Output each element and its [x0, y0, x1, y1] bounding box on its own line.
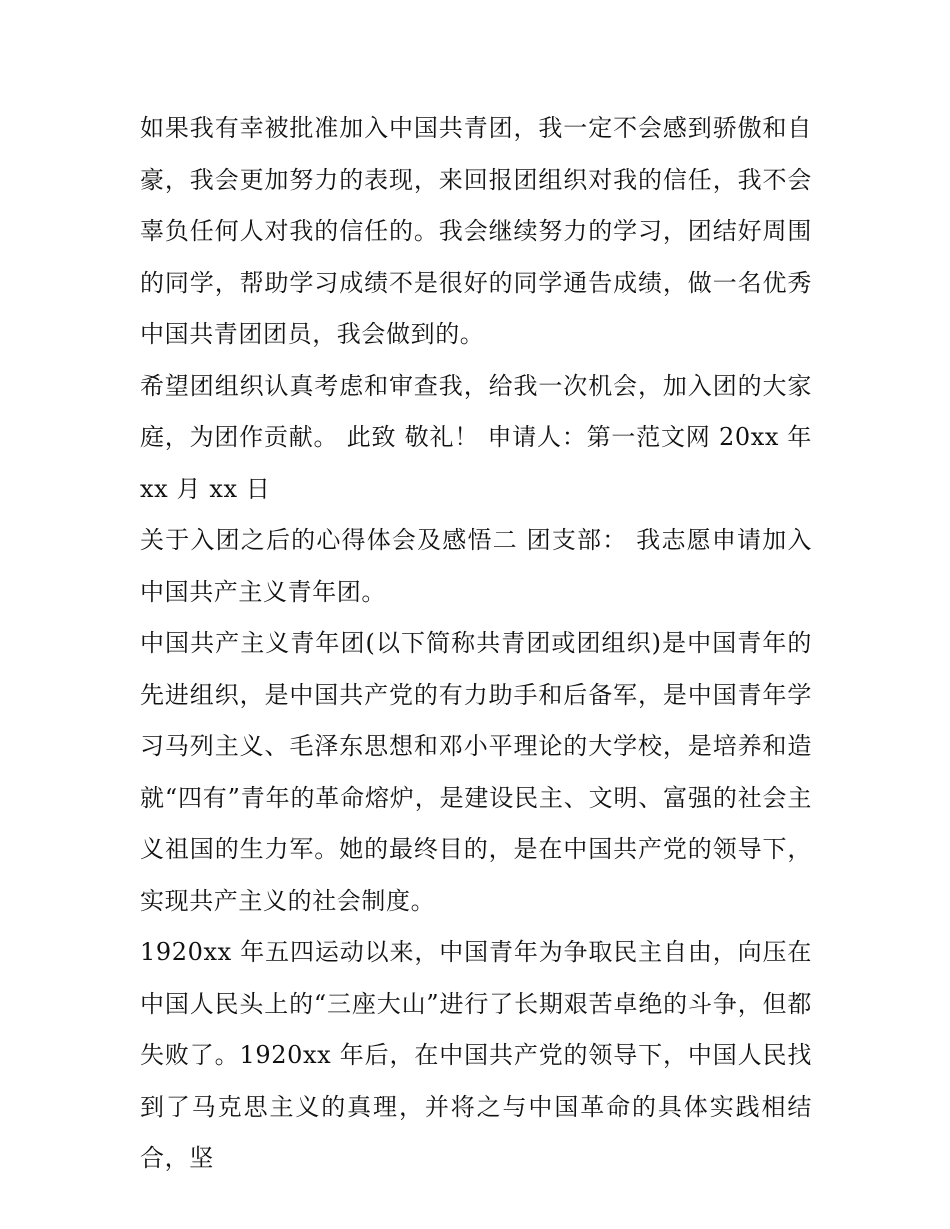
paragraph: 如果我有幸被批准加入中国共青团，我一定不会感到骄傲和自豪，我会更加努力的表现，来回报团组织对我的信任，我不会辜负任何人对我的信任的。我会继续努力的学习，团结好周围的同学，帮助学习成绩不是很好的同学通告成绩，做一名优秀中国共青团团员，我会做到的。 [140, 114, 812, 348]
paragraph: 中国共产主义青年团(以下简称共青团或团组织)是中国青年的先进组织，是中国共产党的有力助手和后备军，是中国青年学习马列主义、毛泽东思想和邓小平理论的大学校，是培养和造就“四有”青年的革命熔炉，是建设民主、文明、富强的社会主义祖国的生力军。她的最终目的，是在中国共产党的领导下，实现共产主义的社会制度。 [140, 629, 812, 915]
paragraph: 1920xx 年五四运动以来，中国青年为争取民主自由，向压在中国人民头上的“三座大山”进行了长期艰苦卓绝的斗争，但都失败了。1920xx 年后，在中国共产党的领导下，中国人民找到了马克思主义的真理，并将之与中国革命的具体实践相结合，坚 [140, 938, 812, 1172]
paragraph: 关于入团之后的心得体会及感悟二 团支部： 我志愿申请加入中国共产主义青年团。 [140, 526, 812, 606]
paragraph: 希望团组织认真考虑和审查我，给我一次机会，加入团的大家庭，为团作贡献。 此致 敬礼！ 申请人：第一范文网 20xx 年 xx 月 xx 日 [140, 371, 812, 503]
document-body [140, 103, 812, 1185]
